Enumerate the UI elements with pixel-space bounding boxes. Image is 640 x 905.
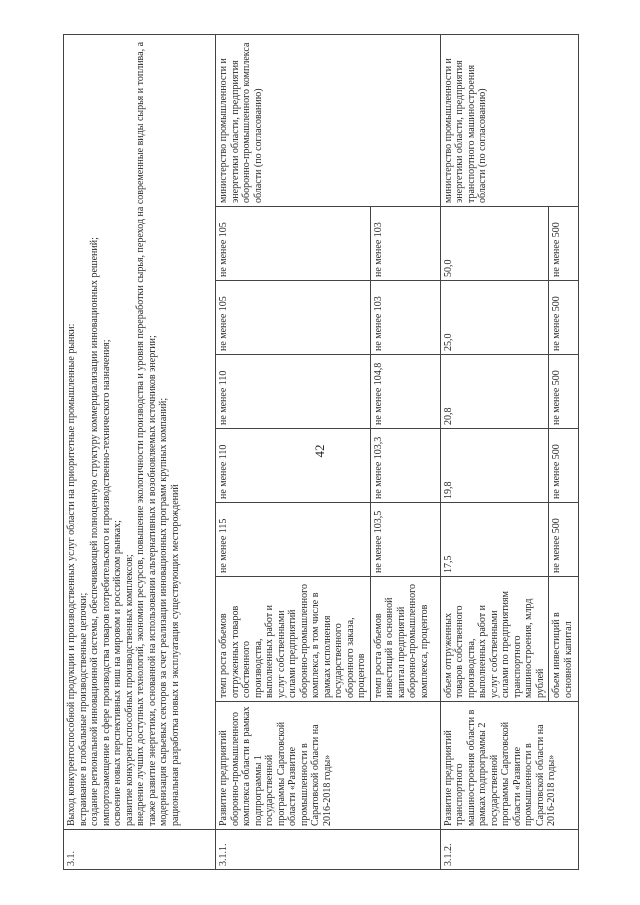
measure-cell: Развитие предприятий оборонно-промышленного комплекса области в рамках подпрограммы 1 государственной программы Саратовской области «Развитие промышленности в Саратовской области на 2016-2018 годы»: [216, 702, 441, 830]
table-row: [440, 34, 549, 869]
value-cell: не менее 500: [549, 429, 579, 503]
page-number: 42: [312, 444, 327, 458]
section-line: импортозамещение в сфере производства товаров потребительского и производственно-технического назначения;: [100, 339, 112, 826]
section-line: встраивание в глобальные производственные цепочки;: [77, 592, 89, 826]
section-row: [64, 34, 216, 869]
value-cell: не менее 105: [216, 281, 371, 355]
value-cell: не менее 500: [549, 503, 579, 577]
indicator-cell: объем инвестиций в основной капитал: [549, 577, 579, 702]
section-line: рациональная разработка новых и эксплуатация существующих месторождений: [169, 484, 181, 826]
section-line: развитие конкурентоспособных производственных комплексов;: [123, 554, 135, 826]
value-cell: не менее 103: [370, 281, 440, 355]
value-cell: не менее 103,3: [370, 429, 440, 503]
responsible-cell: министерство промышленности и энергетики области, предприятия транспортного машиностроения области (по согласованию): [440, 34, 579, 206]
value-cell: не менее 105: [216, 207, 371, 281]
value-cell: не менее 500: [549, 355, 579, 429]
measure-cell: Развитие предприятий транспортного машиностроения области в рамках подпрограммы 2 государственной программы Саратовской области «Развитие промышленности в Саратовской области на 2016-2018 годы»: [440, 702, 579, 830]
section-line: Выход конкурентоспособной продукции и производственных услуг области на приоритетные промышленные рынки:: [66, 323, 77, 826]
value-cell: 19,8: [440, 429, 549, 503]
rotated-document: [63, 35, 623, 870]
value-cell: не менее 110: [216, 429, 371, 503]
section-number: 3.1.: [64, 830, 216, 870]
indicator-cell: темп роста объемов отгруженных товаров собственного производства, выполненных работ и услуг собственными силами предприятий оборонно-промышленного комплекса, в том числе в рамках исполнения государственного оборонного заказа, процентов: [216, 577, 371, 702]
value-cell: не менее 500: [549, 207, 579, 281]
value-cell: не менее 103,5: [370, 503, 440, 577]
value-cell: 20,8: [440, 355, 549, 429]
value-cell: не менее 103: [370, 207, 440, 281]
value-cell: не менее 500: [549, 281, 579, 355]
row-number: 3.1.2.: [440, 830, 579, 870]
value-cell: не менее 115: [216, 503, 371, 577]
plan-table: [63, 34, 579, 870]
value-cell: 17,5: [440, 503, 549, 577]
section-line: внедрение лучших доступных технологий, экономии ресурсов, повышение экологичности производства и уровня переработки сырья, переход на современные виды сырья и топлива, а также развитие энергетики, основанной на использовании альтернативных и возобновляемых источников энергии;: [135, 41, 158, 826]
section-text: [64, 34, 216, 829]
responsible-cell: министерство промышленности и энергетики области, предприятия оборонно-промышленного комплекса области (по согласованию): [216, 34, 441, 206]
section-line: модернизация сырьевых секторов за счет реализации инновационных программ крупных компаний;: [158, 397, 169, 826]
row-number: 3.1.1.: [216, 830, 441, 870]
table-row: [216, 34, 371, 869]
indicator-cell: объем отгруженных товаров собственного производства, выполненных работ и услуг собственными силами по предприятиям транспортного машиностроения, млрд рублей: [440, 577, 549, 702]
value-cell: не менее 104,8: [370, 355, 440, 429]
value-cell: не менее 110: [216, 355, 371, 429]
section-line: освоение новых перспективных ниш на мировом и российском рынках;: [112, 520, 123, 826]
value-cell: 25,0: [440, 281, 549, 355]
section-line: создание региональной инновационной системы, обеспечивающей полноценную структуру коммерциализации инновационных решений;: [89, 237, 100, 826]
value-cell: 50,0: [440, 207, 549, 281]
indicator-cell: темп роста объемов инвестиций в основной капитал предприятий оборонно-промышленного комплекса, процентов: [370, 577, 440, 702]
